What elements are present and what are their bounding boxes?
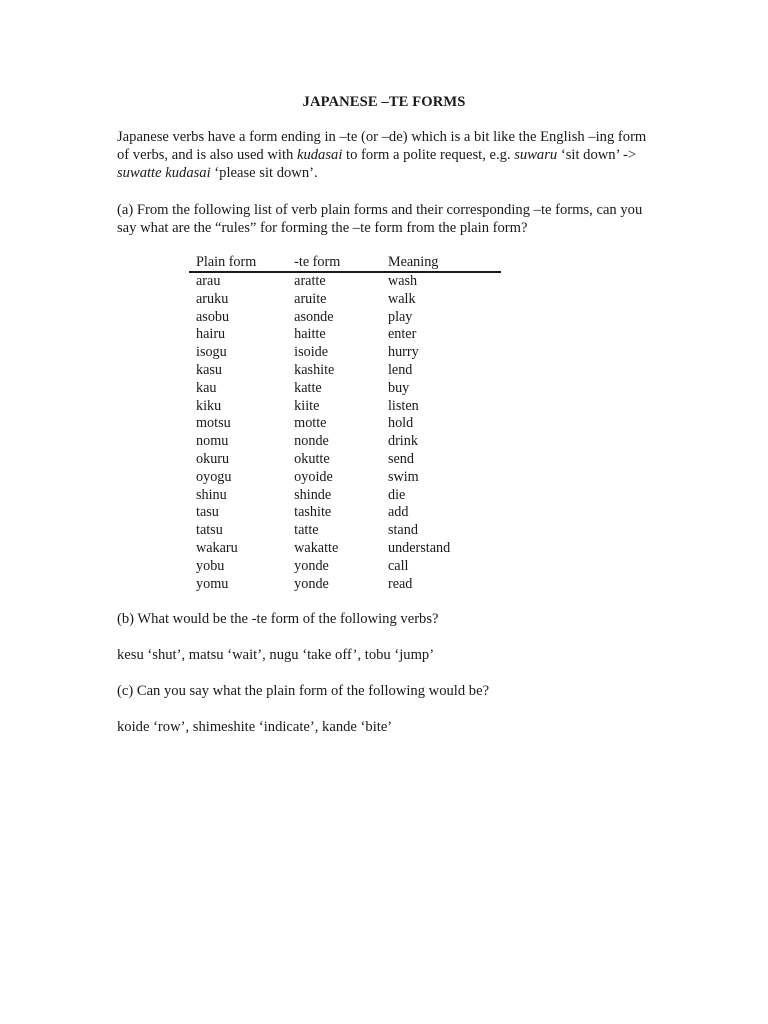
- intro-kudasai: kudasai: [296, 147, 343, 163]
- table-row: [189, 487, 501, 505]
- header-te-form: -te form: [287, 254, 381, 272]
- question-c-verbs: koide ‘row’, shimeshite ‘indicate’, kande ‘bite’: [117, 719, 393, 735]
- intro-suwaru: suwaru: [514, 147, 558, 163]
- plain-form-cell: yomu: [196, 575, 229, 592]
- meaning-cell: call: [387, 557, 409, 574]
- meaning-cell: read: [387, 575, 413, 592]
- te-form-cell: asonde: [294, 308, 334, 325]
- te-form-cell: tashite: [294, 504, 332, 521]
- te-form-cell: nonde: [294, 433, 329, 450]
- plain-form-cell: tasu: [196, 504, 219, 521]
- te-form-cell: katte: [294, 379, 322, 396]
- header-plain-form: Plain form: [189, 254, 287, 272]
- plain-form-cell: kau: [196, 379, 217, 396]
- table-row: [189, 380, 501, 398]
- meaning-cell: walk: [387, 290, 416, 307]
- intro-suwatte-kudasai: suwatte kudasai: [117, 165, 211, 181]
- table-row: [189, 469, 501, 487]
- meaning-cell: wash: [387, 273, 418, 289]
- te-form-cell: aratte: [294, 273, 326, 289]
- plain-form-cell: kiku: [196, 397, 222, 414]
- plain-form-cell: wakaru: [196, 539, 238, 556]
- table-row: [189, 522, 501, 540]
- te-form-cell: kiite: [294, 397, 320, 414]
- te-form-cell: wakatte: [294, 539, 339, 556]
- te-form-cell: motte: [294, 415, 327, 432]
- table-row: [189, 309, 501, 327]
- meaning-cell: hurry: [387, 344, 419, 361]
- table-row: [189, 291, 501, 309]
- te-form-cell: aruite: [294, 290, 327, 307]
- plain-form-cell: nomu: [196, 433, 229, 450]
- te-form-cell: isoide: [294, 344, 329, 361]
- table-row: [189, 326, 501, 344]
- meaning-cell: buy: [387, 379, 410, 396]
- meaning-cell: understand: [387, 539, 451, 556]
- te-form-cell: kashite: [294, 361, 335, 378]
- te-form-cell: shinde: [294, 486, 332, 503]
- question-b-verbs: kesu ‘shut’, matsu ‘wait’, nugu ‘take off’, tobu ‘jump’: [117, 647, 435, 663]
- table-row: [189, 504, 501, 522]
- te-form-cell: yonde: [294, 557, 329, 574]
- question-a: (a) From the following list of verb plain forms and their corresponding –te forms, can you say what are the “rules” for forming the –te form from the plain form?: [117, 202, 643, 236]
- question-b: (b) What would be the -te form of the following verbs?: [117, 611, 439, 627]
- meaning-cell: send: [387, 450, 414, 467]
- plain-form-cell: aruku: [196, 290, 229, 307]
- table-row: [189, 540, 501, 558]
- intro-text-1: Japanese verbs have a form ending in –te (or –de) which is a bit like the English –ing form of verbs, and is also used with: [117, 129, 647, 163]
- table-row: [189, 576, 501, 594]
- table-row: [189, 398, 501, 416]
- te-form-cell: okutte: [294, 450, 330, 467]
- plain-form-cell: okuru: [196, 450, 230, 467]
- meaning-cell: drink: [387, 433, 418, 450]
- meaning-cell: die: [387, 486, 406, 503]
- meaning-cell: stand: [387, 522, 418, 539]
- meaning-cell: swim: [387, 468, 419, 485]
- plain-form-cell: oyogu: [196, 468, 232, 485]
- meaning-cell: hold: [387, 415, 414, 432]
- header-meaning: Meaning: [381, 254, 501, 272]
- table-row: [189, 362, 501, 380]
- table-row: [189, 415, 501, 433]
- meaning-cell: add: [387, 504, 409, 521]
- plain-form-cell: asobu: [196, 308, 230, 325]
- plain-form-cell: tatsu: [196, 522, 223, 539]
- plain-form-cell: isogu: [196, 344, 227, 361]
- meaning-cell: enter: [387, 326, 417, 343]
- intro-paragraph: [117, 128, 657, 182]
- meaning-cell: play: [387, 308, 413, 325]
- meaning-cell: lend: [387, 361, 413, 378]
- plain-form-cell: hairu: [196, 326, 226, 343]
- table-body: [189, 272, 501, 593]
- verb-forms-table: [189, 254, 501, 593]
- table-row: [189, 344, 501, 362]
- plain-form-cell: arau: [196, 273, 221, 289]
- table-header-row: [189, 254, 501, 272]
- table-row: [189, 451, 501, 469]
- table-row: [189, 558, 501, 576]
- intro-text-4: ‘please sit down’.: [210, 165, 318, 181]
- te-form-cell: oyoide: [294, 468, 333, 485]
- te-form-cell: tatte: [294, 522, 319, 539]
- intro-text-2: to form a polite request, e.g.: [342, 147, 515, 163]
- table-row: [189, 272, 501, 291]
- te-form-cell: yonde: [294, 575, 329, 592]
- intro-text-3: ‘sit down’ ->: [557, 147, 637, 163]
- plain-form-cell: kasu: [196, 361, 223, 378]
- question-c: (c) Can you say what the plain form of the following would be?: [117, 683, 490, 699]
- te-form-cell: haitte: [294, 326, 326, 343]
- plain-form-cell: shinu: [196, 486, 227, 503]
- plain-form-cell: yobu: [196, 557, 225, 574]
- plain-form-cell: motsu: [196, 415, 231, 432]
- page-title: JAPANESE –TE FORMS: [302, 94, 466, 110]
- meaning-cell: listen: [387, 397, 419, 414]
- table-row: [189, 433, 501, 451]
